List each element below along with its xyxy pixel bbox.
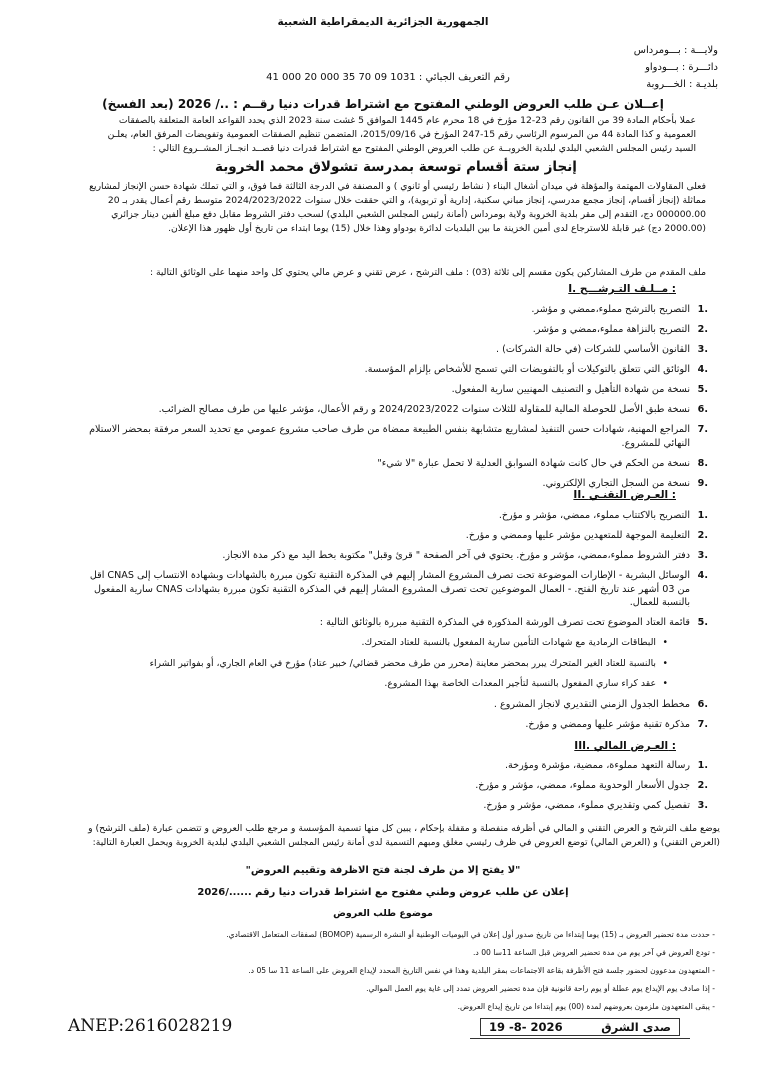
list-item (80, 323, 708, 337)
note-line: - حددت مدة تحضير العروض بـ (15) يوما إبتداءا من تاريخ صدور أول إعلان في اليوميات الوطنية أو النشرة الرسمية (BOMOP) لصفقات المتعامل الاقتصادي. (226, 930, 715, 939)
anep-reference: ANEP:2616028219 (68, 1016, 233, 1036)
list-item (80, 343, 708, 357)
item-number: 1. (697, 304, 708, 315)
item-number: 7. (697, 718, 708, 730)
section-financial-heading: III. العـرض المالي : (574, 740, 676, 752)
envelope-line-1: إعلان عن طلب عروض وطني مفتوح مع اشتراط قدرات دنيا رقم ....../2026 (197, 887, 569, 898)
item-text: تفصيل كمي وتقديري مملوء، ممضي، مؤشر و مؤرخ. (483, 800, 690, 811)
newspaper-name: صدى الشرق (601, 1020, 671, 1034)
item-text: نسخة من الحكم في حال كانت شهادة السوابق العدلية لا تحمل عبارة "لا شيء" (377, 457, 690, 469)
bullet-text: عقد كراء ساري المفعول بالنسبة لتأجير المعدات الخاصة بهذا المشروع. (384, 678, 656, 689)
list-item (80, 718, 708, 732)
item-number: 7. (697, 424, 708, 435)
intro-paragraph: عملا بأحكام المادة 39 من القانون رقم 23-12 مؤرخ في 18 محرم عام 1445 الموافق 5 غشت سنة 2023 الذي يحدد القواعد العامة المتعلقة بالصفقات العمومية و كذا المادة 44 من المرسوم الرئاسي رقم 15-247 المؤرخ في 2015/09/16، المتضمن تنظيم الصفقات العمومية وتفويضات المرفق العام، يعلـن السيد رئيس المجلس الشعبي البلدي لبلدية الخروبــة عن طلب العروض الوطني المفتوح مع اشتراط قدرات دنيا قصــد انجــاز المشــروع التالي : (107, 115, 696, 154)
item-number: 2. (697, 324, 708, 335)
list-item (80, 477, 708, 491)
notes-list (150, 929, 715, 1019)
item-number: 3. (697, 800, 708, 811)
item-number: 3. (697, 550, 708, 561)
item-text: نسخة طبق الأصل للحوصلة المالية للمقاولة للثلاث سنوات 2024/2023/2022 و رقم الأعمال، مؤشر عليها من طرف مصالح الضرائب. (158, 404, 690, 415)
equipment-bullet (120, 677, 668, 691)
list-item (80, 457, 708, 471)
file-intro: ملف المقدم من طرف المشاركين يكون مقسم إلى ثلاثة (03) : ملف الترشح ، عرض تقني و عرض مالي يحتوي كل واحد منهما على الوثائق التالية : (149, 267, 706, 278)
note-line: - تودع العروض في آخر يوم من مدة تحضير العروض قبل الساعة 11سا 00 د. (472, 948, 715, 957)
bullet-dot-icon: • (662, 637, 668, 648)
list-item (80, 698, 708, 712)
item-number: 1. (697, 510, 708, 521)
item-number: 6. (697, 404, 708, 415)
item-number: 4. (697, 364, 708, 375)
list-item (80, 383, 708, 397)
footer-divider (470, 1038, 690, 1039)
newspaper-box (480, 1018, 680, 1036)
technical-list (80, 509, 708, 738)
item-number: 6. (697, 698, 708, 710)
item-number: 5. (697, 384, 708, 395)
item-text: الوثائق التي تتعلق بالتوكيلات أو بالتفويضات التي تسمح للأشخاص بإلزام المؤسسة. (364, 364, 690, 375)
section-technical-heading: II. العـرض التقنـي : (573, 489, 676, 501)
item-text: التصريح بالترشح مملوء،ممضي و مؤشر. (531, 304, 690, 315)
item-number: 9. (697, 477, 708, 489)
tax-id: رقم التعريف الجبائي : 1031 09 70 35 000 20 000 41 (266, 72, 510, 83)
item-number: 5. (697, 617, 708, 628)
admin-block (518, 42, 718, 93)
list-item (80, 363, 708, 377)
bullet-text: البطاقات الرمادية مع شهادات التأمين سارية المفعول بالنسبة للعتاد المتحرك. (361, 637, 656, 648)
bullet-dot-icon: • (662, 657, 668, 669)
item-text: القانون الأساسي للشركات (في حالة الشركات) . (496, 344, 690, 355)
list-item (80, 509, 708, 523)
list-item (80, 759, 708, 773)
item-number: 8. (697, 457, 708, 469)
list-item (80, 549, 708, 563)
eligibility-paragraph: فعلى المقاولات المهتمة والمؤهلة في ميدان أشغال البناء ( نشاط رئيسي أو ثانوي ) و المصنفة في الدرجة الثالثة فما فوق، و التي تملك شهادة حسن الإنجاز لمشاريع مماثلة (إنجاز أقسام، إنجاز مجمع مدرسي، إنجاز مباني سكنية، إدارية أو تربوية)، و التي حققت خلال سنوات 2024/2023/2022 متوسط رقم أعمال يقدر بـ 20 000000.00 دج، التقدم إلى مقر بلدية الخروبة ولاية بومرداس (أمانة رئيس المجلس الشعبي البلدي) لسحب دفتر الشروط مقابل دفع مبلغ ألفين دينار جزائري (2000.00 دج) غير قابلة للاسترجاع لدى أمين الخزينة ما بين البلديات لدائرة بودواو وهذا خلال (15) يوما ابتداء من تاريخ أول ظهور هذا الإعلان. (89, 181, 706, 234)
item-text: رسالة التعهد مملوءة، ممضية، مؤشرة ومؤرخة. (504, 760, 690, 771)
deposit-paragraph: يوضع ملف الترشح و العرض التقني و المالي في أظرفه منفصلة و مقفلة بإحكام ، يبين كل منها تسمية المؤسسة و مرجع طلب العروض و تتضمن عبارة (ملف الترشح) و (العرض التقني) و (العرض المالي) توضع العروض في ظرف رئيسي مغلق ومبهم التسمية لدى أمانة رئيس المجلس الشعبي البلدي لبلدية الخروبة ويحمل العبارة التالية: (88, 823, 720, 848)
item-text: التعليمة الموجهة للمتعهدين مؤشر عليها وممضي و مؤرخ. (465, 530, 690, 541)
list-item (80, 529, 708, 543)
list-item (80, 403, 708, 417)
note-line: - إذا صادف يوم الإيداع يوم عطلة أو يوم راحة قانونية فإن مدة تحضير العروض تمدد إلى غاية يوم العمل الموالي. (366, 984, 715, 993)
equipment-bullets-inline (120, 636, 668, 691)
project-subject: إنجاز ستة أقسام توسعة بمدرسة تشولاق محمد الخروبة (215, 159, 577, 175)
item-number: 2. (697, 780, 708, 791)
item-text: الوسائل البشرية - الإطارات الموضوعة تحت تصرف المشروع المشار إليهم في المذكرة التقنية تكون مبررة بالشهادات وبشهادة الانتساب إلى CNAS اقل من 03 أشهر عند تاريخ الفتح. - العمال الموضوعين تحت تصرف المشروع المشار إليهم في المذكرة التقنية تكون مبررة بشهادات CNAS سارية المفعول بالنسبة للعمال. (89, 570, 690, 608)
page-title: إعــلان عـن طلب العروض الوطني المفتوح مع اشتراط قدرات دنيا رقــم : ../ 2026 (بعد الفسخ) (102, 97, 664, 111)
list-item (80, 303, 708, 317)
publication-date: 19 -8- 2026 (489, 1020, 563, 1034)
republic-header: الجمهورية الجزائرية الديمقراطية الشعبية (277, 16, 489, 28)
item-text: المراجع المهنية، شهادات حسن التنفيذ لمشاريع متشابهة بنفس الطبيعة ممضاة من طرف صاحب مشروع عمومي مع تحديد السعر مرفقة بمحضر الاستلام النهائي للمشروع. (89, 424, 690, 449)
list-item (80, 779, 708, 793)
bullet-dot-icon: • (662, 678, 668, 689)
note-line: - يبقى المتعهدون ملزمون بعروضهم لمدة (00) يوم إبتداءا من تاريخ إيداع العروض. (457, 1002, 715, 1011)
daira-line: دائـــرة : بـــودواو (645, 62, 718, 73)
item-text: مخطط الجدول الزمني التقديري لانجاز المشروع . (493, 698, 690, 710)
item-text: نسخة من السجل التجاري الإلكتروني. (542, 477, 690, 489)
item-text: دفتر الشروط مملوء،ممضي، مؤشر و مؤرخ. يحتوي في آخر الصفحة " قرئ وقبل" مكتوبة بخط اليد مع ذكر مدة الانجاز. (222, 550, 690, 561)
item-number: 2. (697, 530, 708, 541)
commune-line: بلديـة : الخـــروبة (646, 79, 718, 90)
item-text: التصريح بالاكتتاب مملوء، ممضي، مؤشر و مؤرخ. (498, 510, 690, 521)
envelope-line-2: موضوع طلب العروض (333, 908, 433, 919)
item-text: مذكرة تقنية مؤشر عليها وممضي و مؤرخ. (525, 718, 690, 730)
item-text: التصريح بالنزاهة مملوء،ممضي و مؤشر. (532, 324, 690, 335)
financial-list (80, 759, 708, 819)
item-text: قائمة العتاد الموضوع تحت تصرف الورشة المذكورة في المذكرة التقنية مبررة بالوثائق التالية : (319, 617, 690, 628)
item-number: 1. (697, 760, 708, 771)
candidacy-list (80, 303, 708, 497)
item-text: نسخة من شهادة التأهيل و التصنيف المهنيين سارية المفعول. (451, 384, 690, 395)
list-item (80, 799, 708, 813)
item-number: 4. (697, 570, 708, 581)
item-number: 3. (697, 344, 708, 355)
wilaya-line: ولايـــة : بـــومرداس (633, 45, 718, 56)
item-text: جدول الأسعار الوحدوية مملوء، ممضي، مؤشر و مؤرخ. (475, 780, 690, 791)
envelope-quote: "لا يفتح إلا من طرف لجنة فتح الاظرفة وتقييم العروض" (245, 865, 521, 876)
list-item (80, 569, 708, 610)
bullet-text: بالنسبة للعتاد الغير المتحرك يبرر بمحضر معاينة (محرر من طرف محضر قضائي/ خبير عتاد) مؤرخ في العام الجاري، أو بفواتير الشراء (149, 657, 656, 669)
list-item (80, 423, 708, 450)
list-item (80, 616, 708, 630)
section-candidacy-heading: I. مــلـف التـرشـــح : (568, 283, 676, 295)
equipment-bullet (120, 636, 668, 650)
equipment-bullet (120, 657, 668, 671)
note-line: - المتعهدون مدعوون لحضور جلسة فتح الأظرفة بقاعة الاجتماعات بمقر البلدية وهذا في نفس التاريخ المحدد لإيداع العروض على الساعة 11 سا 05 د. (248, 966, 715, 975)
